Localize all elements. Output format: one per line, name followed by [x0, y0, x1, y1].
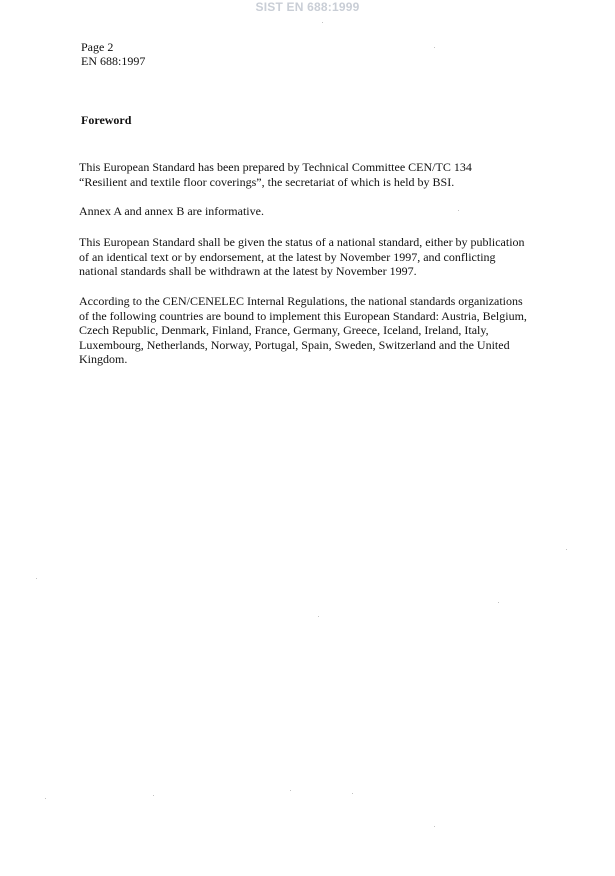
- scan-speck: [36, 578, 37, 579]
- scan-speck: [566, 549, 567, 550]
- scan-speck: [290, 790, 291, 791]
- scan-speck: [498, 602, 499, 603]
- foreword-paragraph-countries: According to the CEN/CENELEC Internal Regulations, the national standards organizations of the following countries are bound to implement this European Standard: Austria, Belgium, Czech Republic, Denmark, Finland, France, Germany, Greece, Iceland, Ireland, Italy, Luxembourg, Netherlands, Norway, Portugal, Spain, Sweden, Switzerland and the United Kingdom.: [79, 294, 527, 366]
- page-number: Page 2: [81, 40, 114, 54]
- scan-speck: [434, 47, 435, 48]
- standard-number: EN 688:1997: [81, 54, 146, 68]
- scan-speck: [45, 798, 46, 799]
- scan-speck: [322, 22, 323, 23]
- scan-speck: [434, 826, 435, 827]
- page-header: [81, 40, 145, 68]
- scan-speck: [458, 210, 459, 211]
- scan-speck: [352, 793, 353, 794]
- foreword-heading: Foreword: [81, 113, 132, 127]
- scan-speck: [153, 795, 154, 796]
- foreword-paragraph-committee: This European Standard has been prepared by Technical Committee CEN/TC 134 “Resilient and textile floor coverings”, the secretariat of which is held by BSI.: [79, 160, 472, 189]
- foreword-paragraph-annex: Annex A and annex B are informative.: [79, 204, 264, 218]
- watermark: SIST EN 688:1999: [255, 0, 360, 14]
- scan-speck: [318, 616, 319, 617]
- foreword-paragraph-status: This European Standard shall be given the status of a national standard, either by publication of an identical text or by endorsement, at the latest by November 1997, and conflicting national standards shall be withdrawn at the latest by November 1997.: [79, 235, 525, 278]
